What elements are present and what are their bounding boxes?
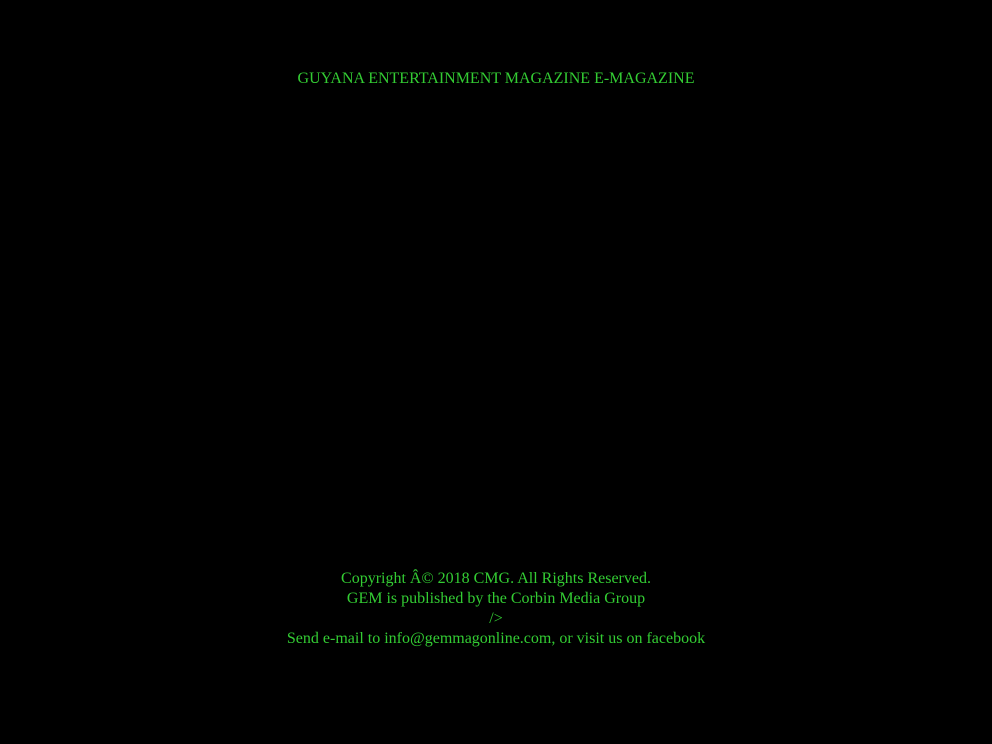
footer bbox=[0, 569, 992, 649]
page-title: GUYANA ENTERTAINMENT MAGAZINE E-MAGAZINE bbox=[297, 70, 695, 87]
contact-text: Send e-mail to info@gemmagonline.com, or visit us on facebook bbox=[286, 630, 706, 647]
copyright-text: Copyright Â© 2018 CMG. All Rights Reserved. bbox=[341, 570, 651, 587]
magazine-content-area bbox=[0, 110, 992, 550]
publisher-text: GEM is published by the Corbin Media Group bbox=[346, 590, 646, 607]
stray-markup-text: /> bbox=[489, 610, 503, 627]
